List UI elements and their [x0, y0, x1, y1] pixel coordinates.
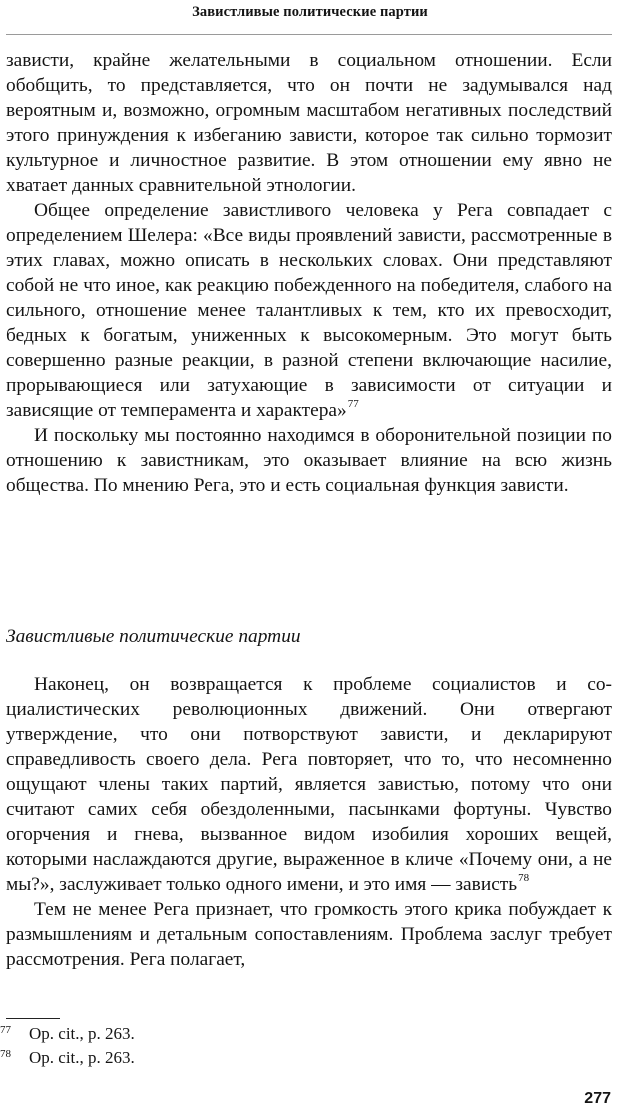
footnote-divider	[6, 1018, 60, 1019]
footnote-ref-77[interactable]: 77	[347, 398, 359, 410]
footnote-text: Op. cit., p. 263.	[29, 1024, 135, 1043]
paragraph-1: зависти, крайне желательными в социальном отношении. Если обобщить, то представляется, что он почти не задумывался над вероятным и, возможно, огромным масштабом негативных последствий этого принуждения к избеганию зависти, которое так сильно тормозит культурное и личностное развитие. В этом отношении ему явно не хватает данных сравнительной этнологии.	[6, 50, 612, 196]
paragraph-2-text: Общее определение завистливого человека у Рега совпадает с определением Шелера: «Все виды проявлений зависти, рассмотренные в этих главах, можно описать в нескольких словах. Они представляют собой не что иное, как реакцию побежденного на победителя, слабого на сильного, отношение менее талантливых к тем, кто их превосходит, бедных к богатым, униженных к высокомерным. Это могут быть совершенно разные реакции, в разной степени включающие насилие, прорывающиеся или затухающие в зависимости от ситуации и зависящие от темперамента и характера»	[6, 200, 612, 421]
footnote-77	[0, 1023, 600, 1047]
paragraph-3: И поскольку мы постоянно находимся в оборонительной позиции по отношению к завистникам, это оказывает влияние на всю жизнь общества. По мнению Рега, это и есть социальная функция зависти.	[6, 425, 612, 496]
header-divider	[6, 34, 612, 35]
text-block-bottom	[6, 672, 612, 972]
footnote-text: Op. cit., p. 263.	[29, 1048, 135, 1067]
running-head: Завистливые политические партии	[192, 4, 428, 20]
paragraph-4-text: Наконец, он возвращается к проблеме социалистов и социалистических революционных движений. Они отвергают утверждение, что они потворствуют зависти, и декларируют справедливость своего дела. Рега повторяет, что то, что несомненно ощущают члены таких партий, является завистью, потому что они считают самих себя обездоленными, пасынками фортуны. Чувство огорчения и гнева, вызванное видом изобилия хороших вещей, которыми наслаждаются другие, выраженное в кличе «Почему они, а не мы?», заслуживает только одного имени, и это имя — зависть	[6, 674, 612, 895]
page-number: 277	[584, 1090, 611, 1107]
paragraph-4	[6, 672, 612, 897]
footnote-number: 77	[0, 1024, 11, 1036]
footnotes	[0, 1023, 600, 1071]
paragraph-5: Тем не менее Рега признает, что громкость этого крика побуждает к размышлениям и детальным сопоставлениям. Проблема заслуг требует рассмотрения. Рега полагает,	[6, 899, 612, 970]
text-block-top	[6, 48, 612, 498]
section-heading: Завистливые политические партии	[6, 626, 301, 647]
footnote-number: 78	[0, 1048, 11, 1060]
paragraph-2	[6, 198, 612, 423]
footnote-ref-78[interactable]: 78	[518, 872, 530, 884]
footnote-78	[0, 1047, 600, 1071]
